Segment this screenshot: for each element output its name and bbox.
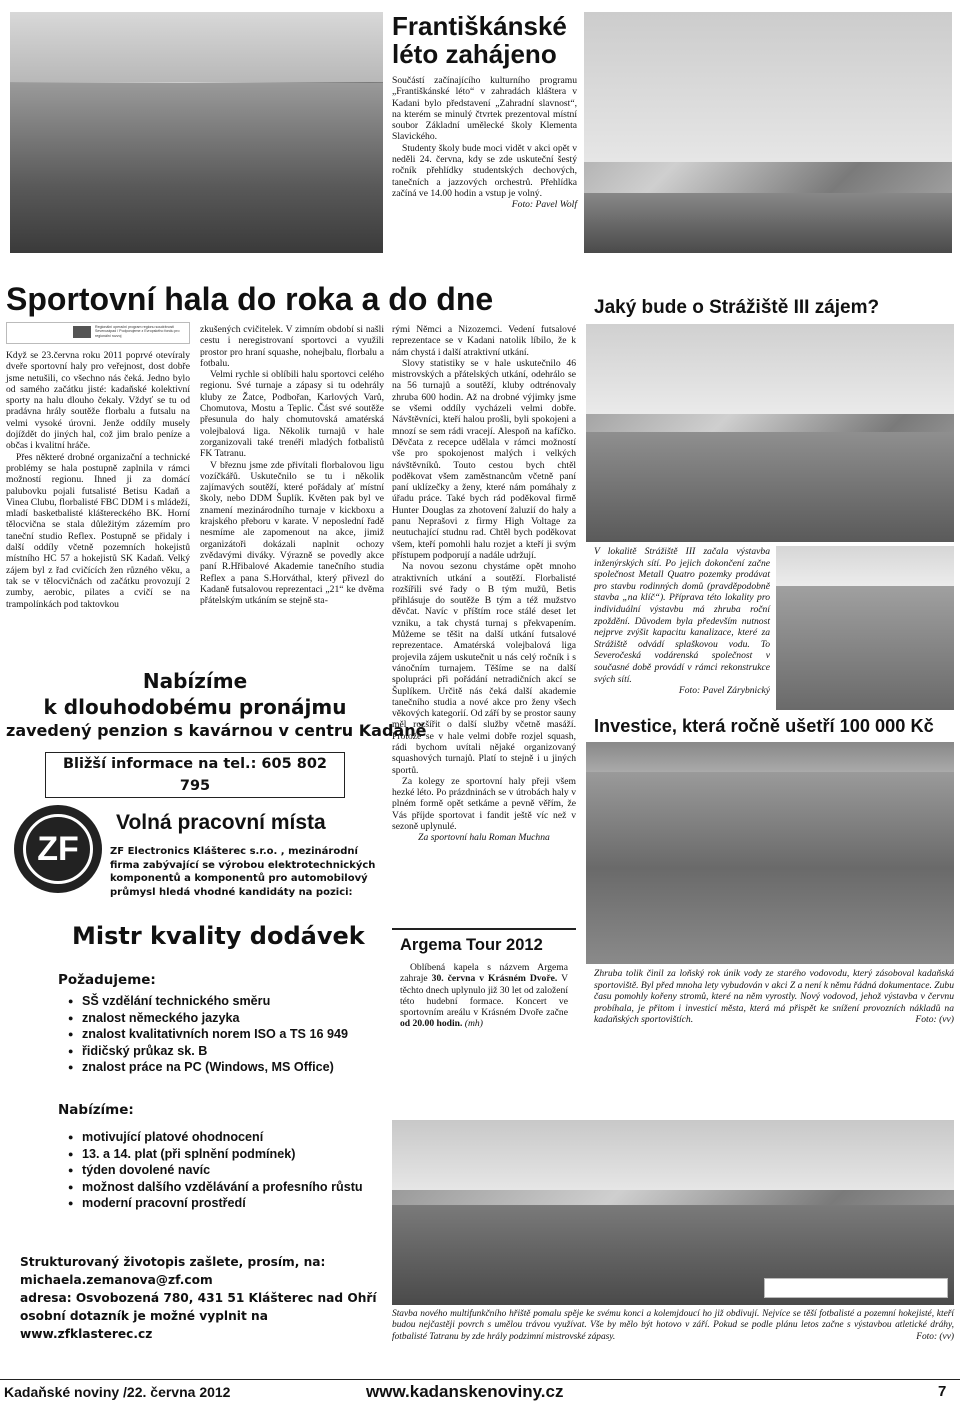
photo-dancers: [584, 12, 952, 253]
article-frantiskanske: Součástí začínajícího kulturního programu „Františkánské léto“ v zahradách kláštera v Kadani bylo představení „Zahradní slavnost“, na kterém se minulý čtvrtek prezentoval místní soubor Základní umělecké školy Klementa Slavického. Studenty školy bude moci vidět v akci opět v neděli 24. června, kdy se zde uskuteční šestý ročník přehlídky studentských dechových, tanečních a jazzových orchestrů. Přehlídka začíná ve 14.00 hodin a vstup je volný. Foto: Pavel Wolf: [392, 75, 577, 211]
list-item: ● řidičský průkaz sk. B: [68, 1043, 368, 1060]
headline-straziste: Jaký bude o Strážiště III zájem?: [594, 297, 880, 318]
footer-rule: [0, 1379, 960, 1380]
headline-frantiskanske: Františkánské léto zahájeno: [392, 11, 567, 69]
hall-col-3: rými Němci a Nizozemci. Vedení futsalové reprezentace se v Kadani natolik líbilo, že k nám chystá i další atraktivní utkání. Slovy statistiky se v hale uskutečnilo 46 mistrovských a přátelských utkání, odehrálo se na 56 turnajů a soutěží, kluby odtrénovaly zhruba 600 hodin. Až na drobné výjimky jsme se všemi oddíly vycházeli velmi dobře. Návštěvníci, kteří halou prošli, byli spokojeni a mnozí se sem rádi vracejí. Alespoň na kafíčko. Děvčata z recepce udělala v rámci možností vše pro spokojenost malých i velkých návštěvníků. Touto cestou bych chtěl poděkovat všem zaměstnancům včetně paní paní uklízečky a ženy, které nám pomáhaly z úřadu práce. Také bych rád poděkoval firmě Hunter Douglas za zhotovení žaluzií do haly a panu Neprašovi z firmy High Voltage za neutuchající studnu rad. Chtěl bych poděkovat všem, kteří pomohli halu rozjet a kteří ji svým přístupem podporují a nadále udržují. Na novou sezonu chystáme opět mnoho atraktivních utkání a soutěží. Florbalisté rozšířili své řady o B tým mužů, Betis přihlásuje do soutěže B tým a též mužstvo děvčat. Navíc v příštím roce stálé deset let vzniku, a tak chystá turnaj s překvapením. Můžeme se těšit na další utkání futsalové reprezentace. Amatérská volejbalová liga projevila zájem uskutečnit u nás celý ročník i s vánočním turnajem. Těšíme se na další spolupráci při pořádání netradičních akcí se Šuplíkem. Určitě nás čeká další akademie tanečního studia a nové akce pro ženy všech věkových kategorií. Od září by se prostor sauny měl rozšířit o další služby včetně masáží. Protože se v hale velmi dobře rozjel squash, rádi bychom uvítali nějaké organizovaný squashových turnajů. Platí to stejně i u jiných sportů. Za kolegy ze sportovní haly přeji všem hezké léto. Po prázdninách se v útrobách haly v plném formě opět setkáme a pevně věřím, že Vás příjde sportovat i fandit ještě víc než v sezoně uplynulé. Za sportovní halu Roman Muchna: [392, 324, 576, 844]
caption-investice: Zhruba tolik činil za loňský rok únik vody ze starého vodovodu, který zásoboval kadaňská sportoviště. Byl před mnoha lety vybudován v akci Z a není k němu řádná dokumentace. Zubu času pomohly kořeny stromů, které na něm vyrostly. Nový vodovod, jehož výstavba v červnu probíhala, je přitom i investicí města, která má přispět ke snížení provozních nákladů na kadaňských sportovištích. Foto: (vv): [594, 968, 954, 1026]
zf-offers: [68, 1129, 368, 1212]
hall-col-2: zkušených cvičitelek. V zimním období si našli cestu i neregistrovaní sportovci a využili prostor pro hraní squashe, nohejbalu, florbalu a fotbalu. Velmi rychle si oblíbili halu sportovci celého regionu. Své turnaje a zápasy si tu odehrály kluby ze Žatce, Podbořan, Karlových Varů, Chomutova, Mostu a Teplic. Část své soutěže přesunula do haly chomutovská amatérská volejbalová liga. Několik turnajů v hale zorganizovali také trenéři mladých fotbalistů FK Tatranu. V březnu jsme zde přivítali florbalovou ligu vozíčkářů. Uskutečnilo se tu i několik zajímavých soutěží, které pořádaly ať místní školy, nebo DDM Šuplík. Květen pak byl ve znamení mezinárodního turnaje v kickboxu a krajského přeboru v karate. V neposlední řadě nesmíme ale zapomenout na akce, jimiž organizátoři dokázali naplnit ochozy zvědavými diváky. Výrazně se povedly akce paní R.Hřibalové Akademie tanečního studia Reflex a pana S.Horváthal, který přivezl do Kadaně futsalovou reprezentaci „21“ ke dvěma přátelským utkáním se stejně sta-: [200, 324, 384, 607]
photo-straziste: [586, 324, 954, 542]
eu-logo-strip: [764, 1278, 948, 1298]
eu-logo-strip: Regionální operační program regionu soudržnosti Severozápad / Podporujeme z Evropského fondu pro regionální rozvoj: [6, 322, 190, 344]
zf-logo: ZF: [14, 805, 102, 893]
list-item: ● motivující platové ohodnocení: [68, 1129, 368, 1146]
photo-trench: [586, 742, 954, 964]
headline-sportovni-hala: Sportovní hala do roka a do dne: [6, 281, 494, 317]
penzion-phone[interactable]: Bližší informace na tel.: 605 802 795: [45, 752, 345, 798]
list-item: ● týden dovolené navíc: [68, 1162, 368, 1179]
footer-url[interactable]: www.kadanskenoviny.cz: [366, 1382, 564, 1401]
photo-audience: [10, 12, 383, 253]
zf-requirements: [68, 993, 368, 1076]
email-link[interactable]: michaela.zemanova@zf.com: [20, 1273, 213, 1287]
hall-col-1: Když se 23.června roku 2011 poprvé otevíraly dveře sportovní haly pro veřejnost, dost dobře jsme netušili, co všechno nás čeká. Jedno bylo od samého začátku jisté: kadaňské kolektivní sporty na halu dlouho čekaly. Vždyť se tu od pradávna hrály soutěže florbalu a futsalu na velmi vysoké úrovni. Jenže oddíly musely dojíždět do jiných hal, což jim bralo peníze a občas i kvalitní hráče. Přes některé drobné organizační a technické problémy se hala postupně zaplnila v rámci možností regionu. Ihned ji za domácí palubovku pojali futsalisté Betisu Kadaň a Vinea Clubu, florbalisté FBC DDM i s mládeží, mladí basketbalisté kláštereckého BK. Horní tělocvična se stala důležitým zázemím pro taneční studio Reflex. Postupně se přidaly i další oddíly včetně pozemních hokejistů místního HC 57 a hokejistů SK Kadaň. Velký zájem byl z řad cvičících žen různého věku, a tak se v tělocvičnách od začátku provozují 2 zumby, aerobic, pilates a cvičí se na trampolínkách pod taktovkou: [6, 350, 190, 610]
zf-contact: Strukturovaný životopis zašlete, prosím, na: michaela.zemanova@zf.com adresa: Osvobozená 780, 431 51 Klášterec nad Ohří osobní dotazník je možné vyplnit na www.zfklasterec.cz: [20, 1253, 380, 1343]
caption-straziste: V lokalitě Strážiště III začala výstavba inženýrských sítí. Po jejich dokončení začne společnost Metall Quatro pozemky prodávat pro stavbu rodinných domů (pravděpodobně stavba „na klíč“). Příprava této lokality pro individuální výstavbu má zhruba roční zpoždění. Důvodem byla především nutnost nejprve zvýšit kapacitu kanalizace, které za Strážiště odvádí splaškovou vodu. To Severočeská vodárenská společnost v současné době provádí v rámci rekonstrukce svých sítí. Foto: Pavel Zárybnický: [594, 546, 770, 697]
box-argema: Argema Tour 2012 Oblíbená kapela s názvem Argema zahraje 30. června v Krásném Dvoře. V těchto dnech uplynulo již 30 let od založení této hudební formace. Koncert ve sportovním areálu v Krásném Dvoře začne od 20.00 hodin. (mh): [392, 928, 576, 1042]
list-item: ● moderní pracovní prostředí: [68, 1195, 368, 1212]
list-item: ● znalost kvalitativních norem ISO a TS 16 949: [68, 1026, 368, 1043]
list-item: ● 13. a 14. plat (při splnění podmínek): [68, 1146, 368, 1163]
photo-credit: Foto: Pavel Wolf: [511, 199, 577, 211]
list-item: ● možnost dalšího vzdělávání a profesního růstu: [68, 1179, 368, 1196]
caption-stadium: Stavba nového multifunkčního hřiště pomalu spěje ke svému konci a kolemjdoucí ho již obdivují. Nejvíce se těší fotbalisté a pozemní hokejisté, kteří budou nejčastěji povrch s umělou trávou využívat. Vše by mělo být hotovo v září. Pokud se podle plánu letos začne s výstavbou atletické dráhy, fotbalisté Tatranu by zde hrály podzimní mistrovské zápasy. Foto: (vv): [392, 1309, 954, 1342]
list-item: ● SŠ vzdělání technického směru: [68, 993, 368, 1010]
footer-left: Kadaňské noviny /22. června 2012: [4, 1384, 231, 1400]
list-item: ● znalost německého jazyka: [68, 1010, 368, 1027]
ad-penzion: Nabízíme k dlouhodobému pronájmu zavedený penzion s kavárnou v centru Kadaně Bližší informace na tel.: 605 802 795: [6, 660, 384, 782]
eu-flag-icon: [73, 326, 91, 338]
photo-pipe: [776, 546, 954, 710]
ad-zf: ZF Volná pracovní místa ZF Electronics Klášterec s.r.o. , mezinárodní firma zabývající se výrobou elektrotechnických komponentů a komponentů pro automobilový průmysl hledá vhodné kandidáty na pozici: Mistr kvality dodávek Požadujeme: ● SŠ vzdělání technického směru ● znalost německého jazyka ● znalost kvalitativních norem ISO a TS 16 949 ● řidičský průkaz sk. B ● znalost práce na PC (Windows, MS Office) Nabízíme: ● motivující platové ohodnocení ● 13. a 14. plat (při splnění podmínek) ● týden dovolené navíc ● možnost dalšího vzdělávání a profesního růstu ● moderní pracovní prostředí Strukturovaný životopis zašlete, prosím, na: michaela.zemanova@zf.com adresa: Osvobozená 780, 431 51 Klášterec nad Ohří osobní dotazník je možné vyplnit na www.zfklasterec.cz: [6, 797, 384, 1355]
photo-stadium: [392, 1120, 954, 1305]
headline-investice: Investice, která ročně ušetří 100 000 Kč: [594, 716, 934, 736]
list-item: ● znalost práce na PC (Windows, MS Office): [68, 1059, 368, 1076]
page-number: 7: [938, 1383, 947, 1400]
